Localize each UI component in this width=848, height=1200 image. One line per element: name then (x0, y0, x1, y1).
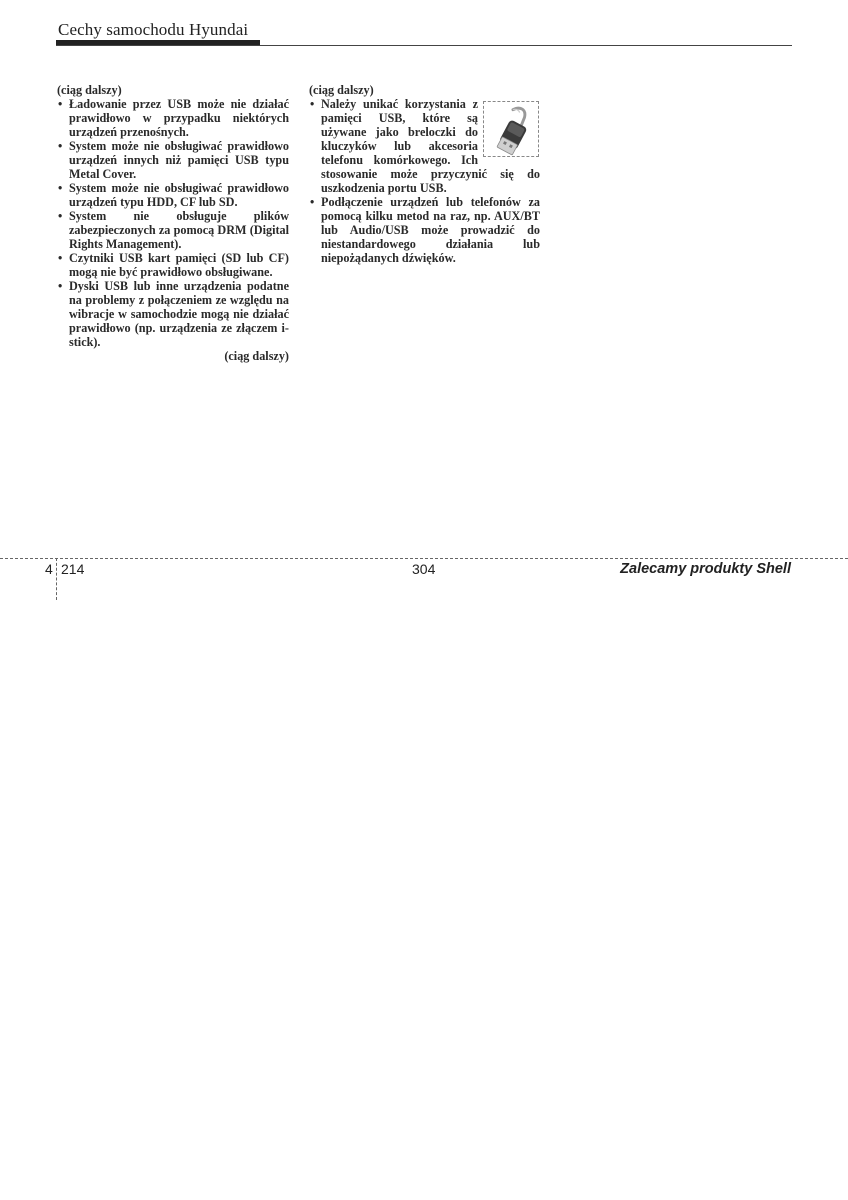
list-item: • System może nie obsługiwać prawidłowo urządzeń typu HDD, CF lub SD. (57, 181, 289, 209)
bullet-list (57, 97, 289, 349)
page-title: Cechy samochodu Hyundai (58, 20, 249, 39)
footer-page-number: 214 (61, 561, 85, 577)
list-item: • System nie obsługuje plików zabezpieczonych za pomocą DRM (Digital Rights Management). (57, 209, 289, 251)
continued-label-top: (ciąg dalszy) (309, 83, 374, 97)
footer-center-number: 304 (412, 561, 436, 577)
left-column (57, 83, 289, 363)
footer-promo-text: Zalecamy produkty Shell (620, 561, 791, 577)
list-item: • Podłączenie urządzeń lub telefonów za pomocą kilku metod na raz, np. AUX/BT lub Audio/USB może prowadzić do niestandardowego działania lub niepożądanych dźwięków. (309, 195, 540, 265)
continued-label-bottom: (ciąg dalszy) (224, 349, 289, 363)
list-item: • Czytniki USB kart pamięci (SD lub CF) mogą nie być prawidłowo obsługiwane. (57, 251, 289, 279)
list-item: • System może nie obsługiwać prawidłowo urządzeń innych niż pamięci USB typu Metal Cover. (57, 139, 289, 181)
list-item: • Dyski USB lub inne urządzenia podatne na problemy z połączeniem ze względu na wibracje w samochodzie mogą nie działać prawidłowo (np. urządzenia ze złączem i-stick). (57, 279, 289, 349)
header-rule (56, 45, 792, 46)
footer-chapter: 4 (45, 561, 53, 577)
continued-label-top: (ciąg dalszy) (57, 83, 122, 97)
list-item: • Należy unikać korzystania z pamięci USB, które są używane jako breloczki do kluczyków lub akcesoria telefonu komórkowego. Ich stosowanie może przyczynić się do uszkodzenia portu USB. (309, 97, 540, 195)
footer-divider (0, 558, 848, 559)
list-item: • Ładowanie przez USB może nie działać prawidłowo w przypadku niektórych urządzeń przenośnych. (57, 97, 289, 139)
usb-keychain-icon (483, 101, 539, 157)
footer-vertical-divider (56, 558, 57, 600)
